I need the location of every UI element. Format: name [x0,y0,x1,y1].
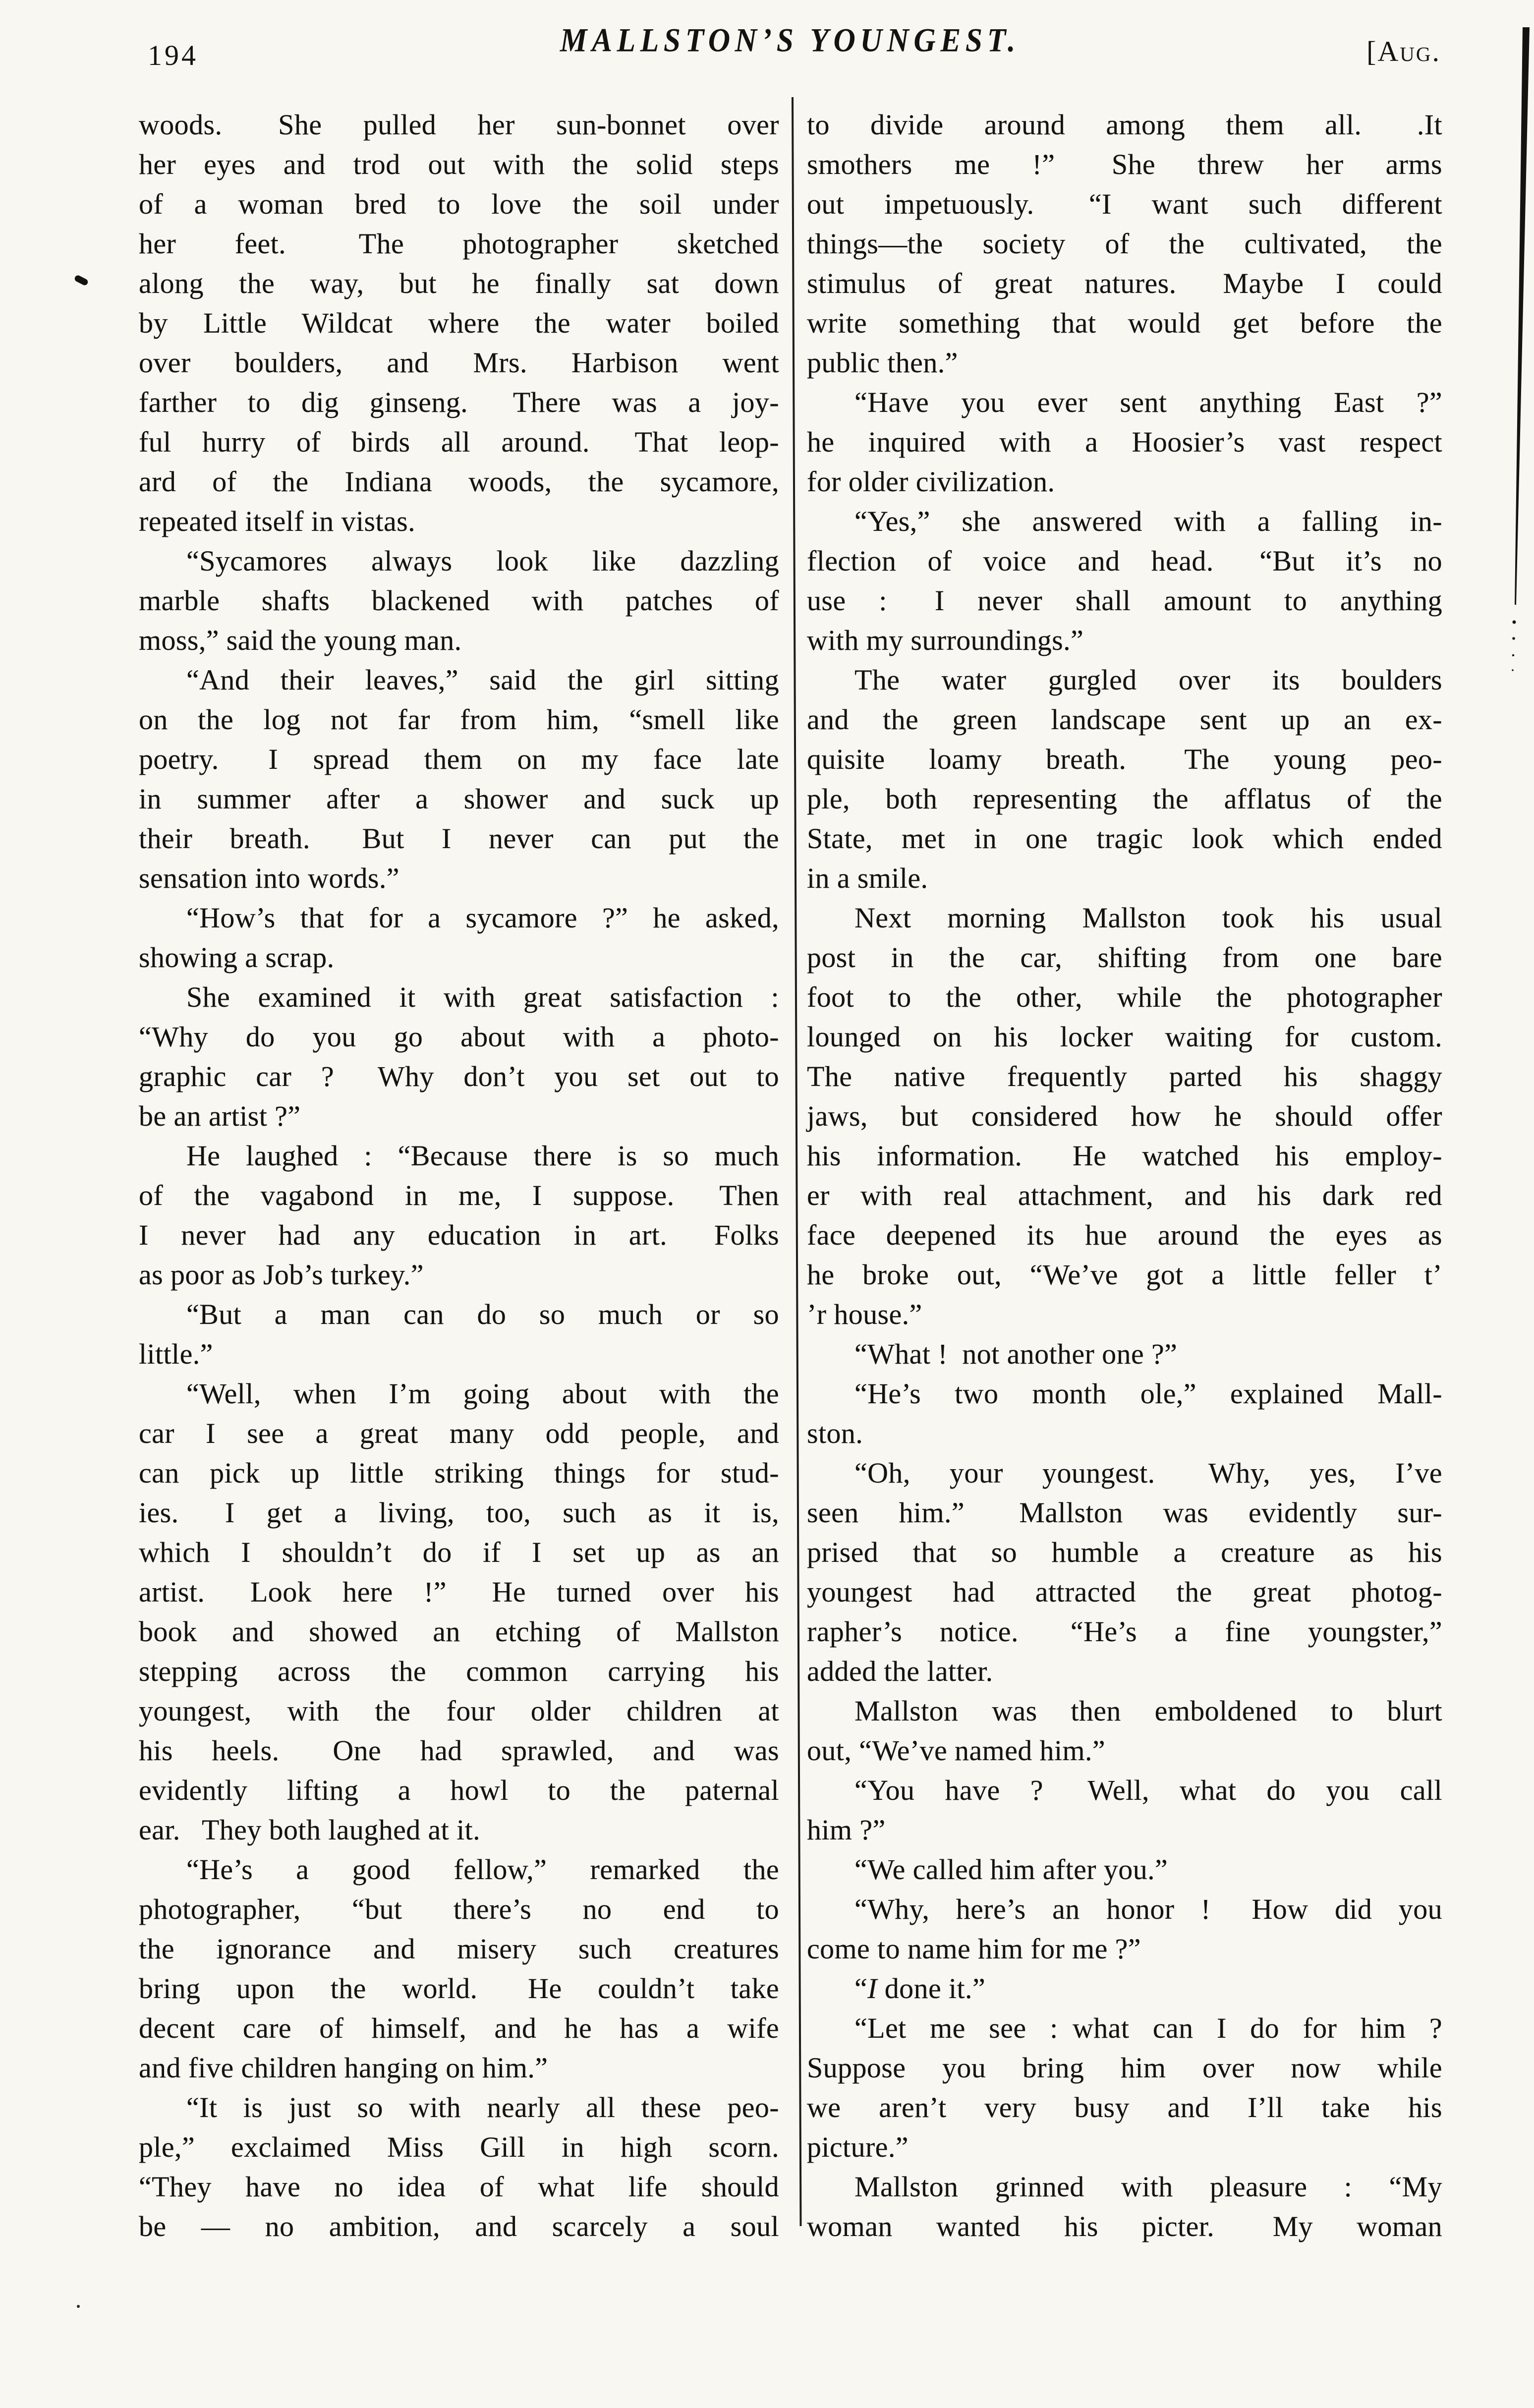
text-line: ’r house.” [807,1298,922,1330]
text-line: “Well, when I’m going about with the [186,1377,779,1410]
text-line: his heels. One had sprawled, and was [139,1734,779,1767]
text-column-right [807,105,1442,2246]
text-line: him ?” [807,1814,886,1846]
text-line: stimulus of great natures. Maybe I could [807,267,1442,299]
text-line: “And their leaves,” said the girl sitting [186,664,779,696]
ink-dot-artifact [77,2305,80,2308]
text-line: “Yes,” she answered with a falling in- [854,505,1442,537]
text-line: “Oh, your youngest. Why, yes, I’ve [854,1457,1442,1489]
text-line: “It is just so with nearly all these peo- [186,2091,779,2123]
text-line: jaws, but considered how he should offer [807,1100,1442,1132]
text-line: artist. Look here !” He turned over his [139,1576,779,1608]
text-line: He laughed : “Because there is so much [186,1140,779,1172]
text-line: repeated itself in vistas. [139,505,416,537]
text-line: with my surroundings.” [807,624,1084,656]
text-line: showing a scrap. [139,941,335,974]
text-line: I never had any education in art. Folks [139,1219,779,1251]
text-line: “But a man can do so much or so [186,1298,779,1330]
text-line: prised that so humble a creature as his [807,1536,1442,1568]
text-line: we aren’t very busy and I’ll take his [807,2091,1442,2123]
text-line: along the way, but he finally sat down [139,267,779,299]
text-line: evidently lifting a howl to the paternal [139,1774,779,1806]
text-line: “Why do you go about with a photo- [139,1021,779,1053]
text-line: The native frequently parted his shaggy [807,1060,1442,1092]
text-line: ard of the Indiana woods, the sycamore, [139,465,779,498]
text-line: er with real attachment, and his dark red [807,1179,1442,1211]
text-line: Mallston was then emboldened to blurt [854,1695,1442,1727]
text-line: by Little Wildcat where the water boiled [139,307,779,339]
text-line: “What ! not another one ?” [854,1338,1178,1370]
text-line: Mallston grinned with pleasure : “My [854,2171,1442,2203]
text-line: public then.” [807,346,958,379]
text-line: over boulders, and Mrs. Harbison went [139,346,779,379]
text-line: foot to the other, while the photographer [807,981,1442,1013]
text-line: “He’s a good fellow,” remarked the [186,1853,779,1886]
text-line: and five children hanging on him.” [139,2052,548,2084]
scan-streak-artifact [1502,20,1534,714]
text-line: State, met in one tragic look which ended [807,822,1442,855]
text-line: “You have ? Well, what do you call [854,1774,1442,1806]
text-line: little.” [139,1338,213,1370]
text-line: his information. He watched his employ- [807,1140,1442,1172]
text-line: her feet. The photographer sketched [139,228,779,260]
text-line: ston. [807,1417,863,1449]
text-line: the ignorance and misery such creatures [139,1933,779,1965]
text-line: photographer, “but there’s no end to [139,1893,779,1925]
text-line: her eyes and trod out with the solid steps [139,148,779,180]
text-line: in summer after a shower and suck up [139,783,779,815]
text-line: Next morning Mallston took his usual [854,902,1442,934]
text-line: graphic car ? Why don’t you set out to [139,1060,779,1092]
text-line: ear. They both laughed at it. [139,1814,481,1846]
text-line: bring upon the world. He couldn’t take [139,1972,779,2005]
text-line: “They have no idea of what life should [139,2171,779,2203]
text-line: “Sycamores always look like dazzling [186,545,779,577]
text-line: She examined it with great satisfaction : [186,981,779,1013]
text-line: marble shafts blackened with patches of [139,584,779,617]
text-line: in a smile. [807,862,928,894]
text-column-left [139,105,779,2246]
issue-date: [Aug. [1366,35,1441,67]
text-line: poetry. I spread them on my face late [139,743,779,775]
text-line: youngest, with the four older children at [139,1695,779,1727]
text-line: to divide around among them all. .It [807,109,1442,141]
text-line: for older civilization. [807,465,1055,498]
text-line: The water gurgled over its boulders [854,664,1442,696]
text-line: be an artist ?” [139,1100,301,1132]
text-line: post in the car, shifting from one bare [807,941,1442,974]
text-line: he inquired with a Hoosier’s vast respect [807,426,1442,458]
text-line: ple,” exclaimed Miss Gill in high scorn. [139,2131,779,2163]
text-line: “Have you ever sent anything East ?” [854,386,1442,418]
text-line: “Let me see : what can I do for him ? [854,2012,1442,2044]
text-line: their breath. But I never can put the [139,822,779,855]
text-line: be — no ambition, and scarcely a soul [139,2210,779,2242]
text-line: youngest had attracted the great photog- [807,1576,1442,1608]
text-line: book and showed an etching of Mallston [139,1615,779,1648]
text-line: seen him.” Mallston was evidently sur- [807,1496,1442,1529]
text-line: come to name him for me ?” [807,1933,1141,1965]
ink-blot-artifact [74,274,89,286]
text-line: out, “We’ve named him.” [807,1734,1106,1767]
text-line: sensation into words.” [139,862,399,894]
text-line: and the green landscape sent up an ex- [807,703,1442,736]
text-line: rapher’s notice. “He’s a fine youngster,” [807,1615,1442,1648]
text-line: ple, both representing the afflatus of the [807,783,1442,815]
text-line: stepping across the common carrying his [139,1655,779,1687]
text-line: ful hurry of birds all around. That leop- [139,426,779,458]
text-line: added the latter. [807,1655,993,1687]
text-line: “Why, here’s an honor ! How did you [854,1893,1442,1925]
running-title: MALLSTON’S YOUNGEST. [560,21,1021,59]
text-line: ies. I get a living, too, such as it is, [139,1496,779,1529]
text-line: can pick up little striking things for stud- [139,1457,779,1489]
text-line: things—the society of the cultivated, the [807,228,1442,260]
text-line: “I done it.” [854,1972,986,2005]
text-line: “How’s that for a sycamore ?” he asked, [186,902,779,934]
text-line: “He’s two month ole,” explained Mall- [854,1377,1442,1410]
text-line: lounged on his locker waiting for custom. [807,1021,1442,1053]
text-line: farther to dig ginseng. There was a joy- [139,386,779,418]
text-line: use : I never shall amount to anything [807,584,1442,617]
text-line: smothers me !” She threw her arms [807,148,1442,180]
text-line: out impetuously. “I want such different [807,188,1442,220]
text-line: quisite loamy breath. The young peo- [807,743,1442,775]
text-line: decent care of himself, and he has a wife [139,2012,779,2044]
column-rule-divider [792,97,801,2226]
text-line: as poor as Job’s turkey.” [139,1259,424,1291]
text-line: moss,” said the young man. [139,624,462,656]
text-line: of a woman bred to love the soil under [139,188,779,220]
text-line: car I see a great many odd people, and [139,1417,779,1449]
page-number: 194 [148,39,198,71]
text-line: “We called him after you.” [854,1853,1168,1886]
text-line: on the log not far from him, “smell like [139,703,779,736]
text-line: face deepened its hue around the eyes as [807,1219,1442,1251]
text-line: woman wanted his picter. My woman [807,2210,1442,2242]
text-line: picture.” [807,2131,909,2163]
text-line: he broke out, “We’ve got a little feller t’ [807,1259,1442,1291]
text-line: woods. She pulled her sun-bonnet over [139,109,779,141]
text-line: flection of voice and head. “But it’s no [807,545,1442,577]
text-line: Suppose you bring him over now while [807,2052,1442,2084]
text-line: of the vagabond in me, I suppose. Then [139,1179,779,1211]
text-line: write something that would get before the [807,307,1442,339]
text-line: which I shouldn’t do if I set up as an [139,1536,779,1568]
